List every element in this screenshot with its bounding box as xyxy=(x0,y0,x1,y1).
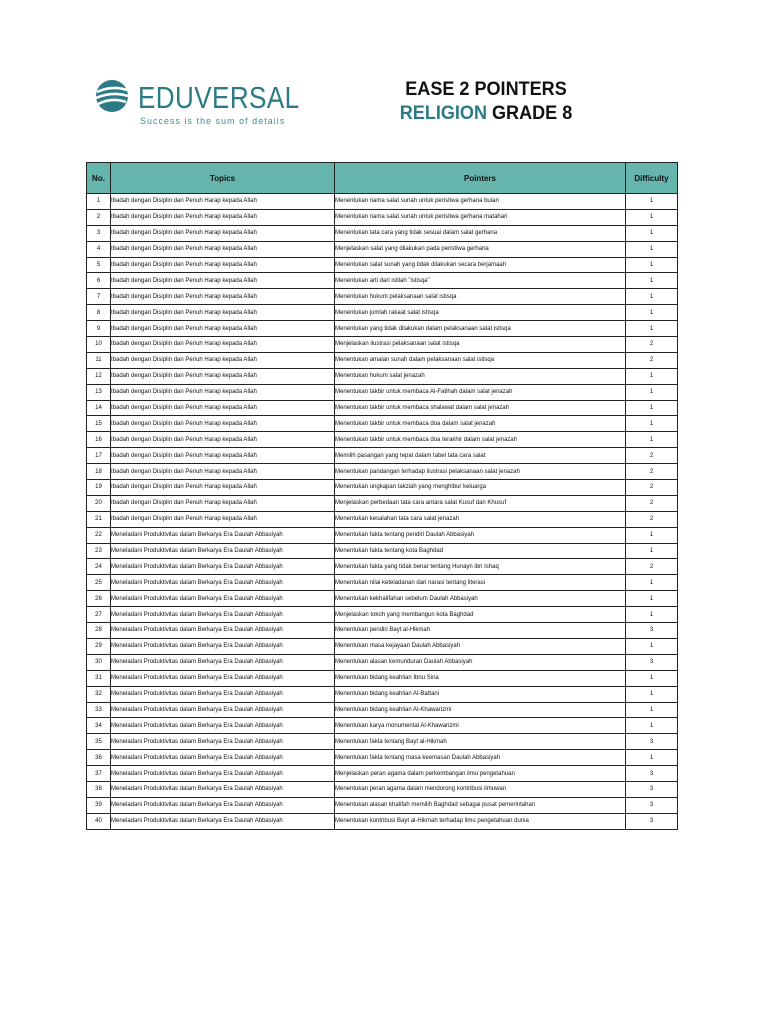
row-number: 23 xyxy=(87,543,111,559)
title-subject: RELIGION xyxy=(399,103,487,124)
row-number: 11 xyxy=(87,352,111,368)
row-difficulty: 1 xyxy=(626,209,678,225)
row-topic: Ibadah dengan Disiplin dan Penuh Harap kepada Allah xyxy=(111,289,335,305)
row-topic: Ibadah dengan Disiplin dan Penuh Harap kepada Allah xyxy=(111,464,335,480)
table-row xyxy=(87,305,678,321)
row-difficulty: 1 xyxy=(626,289,678,305)
table-row xyxy=(87,654,678,670)
document-title xyxy=(386,78,586,126)
row-number: 25 xyxy=(87,575,111,591)
row-number: 2 xyxy=(87,209,111,225)
row-difficulty: 2 xyxy=(626,464,678,480)
row-number: 34 xyxy=(87,718,111,734)
table-row xyxy=(87,559,678,575)
table-row xyxy=(87,623,678,639)
page-header xyxy=(0,0,768,150)
row-number: 6 xyxy=(87,273,111,289)
row-difficulty: 2 xyxy=(626,448,678,464)
row-pointer: Menentukan nama salat sunah untuk peristiwa gerhana bulan xyxy=(335,194,626,210)
row-number: 21 xyxy=(87,511,111,527)
pointers-table xyxy=(86,162,678,830)
row-topic: Ibadah dengan Disiplin dan Penuh Harap kepada Allah xyxy=(111,416,335,432)
row-pointer: Menentukan bidang keahlian Ibnu Sina xyxy=(335,670,626,686)
table-row xyxy=(87,432,678,448)
row-topic: Ibadah dengan Disiplin dan Penuh Harap kepada Allah xyxy=(111,273,335,289)
table-row xyxy=(87,797,678,813)
row-difficulty: 1 xyxy=(626,273,678,289)
row-difficulty: 3 xyxy=(626,654,678,670)
row-topic: Meneladani Produktivitas dalam Berkarya Era Daulah Abbasiyah xyxy=(111,591,335,607)
row-number: 9 xyxy=(87,321,111,337)
row-pointer: Menjelaskan salat yang dilakukan pada peristiwa gerhana xyxy=(335,241,626,257)
row-topic: Ibadah dengan Disiplin dan Penuh Harap kepada Allah xyxy=(111,194,335,210)
row-topic: Meneladani Produktivitas dalam Berkarya Era Daulah Abbasiyah xyxy=(111,670,335,686)
row-topic: Meneladani Produktivitas dalam Berkarya Era Daulah Abbasiyah xyxy=(111,543,335,559)
row-pointer: Menentukan alasan kemunduran Daulah Abbasiyah xyxy=(335,654,626,670)
title-line-1: EASE 2 POINTERS xyxy=(405,79,567,100)
table-row xyxy=(87,511,678,527)
row-topic: Ibadah dengan Disiplin dan Penuh Harap kepada Allah xyxy=(111,305,335,321)
row-difficulty: 1 xyxy=(626,432,678,448)
row-difficulty: 1 xyxy=(626,702,678,718)
table-header-row xyxy=(87,163,678,194)
row-pointer: Menentukan yang tidak dilakukan dalam pelaksanaan salat istisqa xyxy=(335,321,626,337)
row-topic: Meneladani Produktivitas dalam Berkarya Era Daulah Abbasiyah xyxy=(111,734,335,750)
row-pointer: Menentukan fakta tentang Bayt al-Hikmah xyxy=(335,734,626,750)
row-topic: Meneladani Produktivitas dalam Berkarya Era Daulah Abbasiyah xyxy=(111,654,335,670)
row-number: 29 xyxy=(87,638,111,654)
row-number: 1 xyxy=(87,194,111,210)
row-pointer: Menjelaskan perbedaan tata cara antara salat Kusuf dan Khusuf xyxy=(335,495,626,511)
title-grade: GRADE 8 xyxy=(492,103,573,124)
row-number: 27 xyxy=(87,607,111,623)
eduversal-logo xyxy=(92,76,300,128)
row-pointer: Menentukan hukum salat jenazah xyxy=(335,368,626,384)
row-pointer: Menentukan amalan sunah dalam pelaksanaan salat istisqa xyxy=(335,352,626,368)
row-pointer: Menentukan hukum pelaksanaan salat istisqa xyxy=(335,289,626,305)
table-row xyxy=(87,750,678,766)
table-row xyxy=(87,781,678,797)
row-topic: Ibadah dengan Disiplin dan Penuh Harap kepada Allah xyxy=(111,384,335,400)
row-topic: Ibadah dengan Disiplin dan Penuh Harap kepada Allah xyxy=(111,432,335,448)
row-difficulty: 2 xyxy=(626,511,678,527)
row-topic: Ibadah dengan Disiplin dan Penuh Harap kepada Allah xyxy=(111,448,335,464)
row-difficulty: 1 xyxy=(626,591,678,607)
row-topic: Meneladani Produktivitas dalam Berkarya Era Daulah Abbasiyah xyxy=(111,797,335,813)
table-row xyxy=(87,702,678,718)
row-difficulty: 2 xyxy=(626,337,678,353)
row-pointer: Menentukan fakta tentang masa keemasan Daulah Abbasiyah xyxy=(335,750,626,766)
row-topic: Meneladani Produktivitas dalam Berkarya Era Daulah Abbasiyah xyxy=(111,686,335,702)
table-row xyxy=(87,241,678,257)
row-number: 19 xyxy=(87,480,111,496)
row-topic: Ibadah dengan Disiplin dan Penuh Harap kepada Allah xyxy=(111,257,335,273)
table-row xyxy=(87,575,678,591)
row-topic: Ibadah dengan Disiplin dan Penuh Harap kepada Allah xyxy=(111,337,335,353)
row-difficulty: 1 xyxy=(626,321,678,337)
table-row xyxy=(87,448,678,464)
logo-wordmark: EDUVERSAL xyxy=(138,80,300,115)
row-number: 7 xyxy=(87,289,111,305)
row-number: 13 xyxy=(87,384,111,400)
row-pointer: Menentukan karya monumental Al-Khawarizmi xyxy=(335,718,626,734)
row-difficulty: 1 xyxy=(626,686,678,702)
row-pointer: Menentukan takbir untuk membaca doa dalam salat jenazah xyxy=(335,416,626,432)
row-difficulty: 1 xyxy=(626,241,678,257)
row-pointer: Menentukan nilai keteladanan dari narasi tentang literasi xyxy=(335,575,626,591)
row-pointer: Menentukan kesalahan tata cara salat jenazah xyxy=(335,511,626,527)
table-row xyxy=(87,527,678,543)
row-difficulty: 2 xyxy=(626,559,678,575)
table-row xyxy=(87,416,678,432)
row-number: 5 xyxy=(87,257,111,273)
row-difficulty: 1 xyxy=(626,194,678,210)
row-topic: Ibadah dengan Disiplin dan Penuh Harap kepada Allah xyxy=(111,321,335,337)
row-difficulty: 1 xyxy=(626,607,678,623)
table-row xyxy=(87,257,678,273)
row-number: 24 xyxy=(87,559,111,575)
row-difficulty: 3 xyxy=(626,781,678,797)
row-difficulty: 1 xyxy=(626,305,678,321)
column-header-difficulty: Difficulty xyxy=(626,163,678,194)
row-number: 14 xyxy=(87,400,111,416)
table-row xyxy=(87,670,678,686)
eduversal-swirl-icon xyxy=(92,76,132,116)
table-row xyxy=(87,543,678,559)
table-row xyxy=(87,337,678,353)
row-difficulty: 1 xyxy=(626,400,678,416)
row-pointer: Menentukan pandangan terhadap ilustrasi pelaksanaan salat jenazah xyxy=(335,464,626,480)
table-row xyxy=(87,686,678,702)
row-number: 3 xyxy=(87,225,111,241)
row-number: 18 xyxy=(87,464,111,480)
row-topic: Meneladani Produktivitas dalam Berkarya Era Daulah Abbasiyah xyxy=(111,766,335,782)
row-difficulty: 1 xyxy=(626,718,678,734)
row-topic: Meneladani Produktivitas dalam Berkarya Era Daulah Abbasiyah xyxy=(111,559,335,575)
table-row xyxy=(87,352,678,368)
row-topic: Ibadah dengan Disiplin dan Penuh Harap kepada Allah xyxy=(111,495,335,511)
row-pointer: Menentukan fakta tentang pendiri Daulah Abbasiyah xyxy=(335,527,626,543)
row-pointer: Menentukan fakta yang tidak benar tentang Hunayn ibn Ishaq xyxy=(335,559,626,575)
row-pointer: Menentukan peran agama dalam mendorong kontribusi ilmuwan xyxy=(335,781,626,797)
column-header-topics: Topics xyxy=(111,163,335,194)
row-number: 26 xyxy=(87,591,111,607)
row-topic: Meneladani Produktivitas dalam Berkarya Era Daulah Abbasiyah xyxy=(111,575,335,591)
row-difficulty: 1 xyxy=(626,416,678,432)
row-difficulty: 1 xyxy=(626,527,678,543)
table-row xyxy=(87,766,678,782)
row-difficulty: 3 xyxy=(626,623,678,639)
table-row xyxy=(87,464,678,480)
row-pointer: Menentukan fakta tentang kota Baghdad xyxy=(335,543,626,559)
table-row xyxy=(87,718,678,734)
row-topic: Ibadah dengan Disiplin dan Penuh Harap kepada Allah xyxy=(111,241,335,257)
row-pointer: Menentukan takbir untuk membaca doa terakhir dalam salat jenazah xyxy=(335,432,626,448)
row-difficulty: 3 xyxy=(626,813,678,829)
row-topic: Meneladani Produktivitas dalam Berkarya Era Daulah Abbasiyah xyxy=(111,718,335,734)
row-pointer: Menjelaskan ilustrasi pelaksanaan salat istisqa xyxy=(335,337,626,353)
row-topic: Meneladani Produktivitas dalam Berkarya Era Daulah Abbasiyah xyxy=(111,623,335,639)
row-pointer: Menentukan kontribusi Bayt al-Hikmah terhadap ilmu pengetahuan dunia xyxy=(335,813,626,829)
row-pointer: Menentukan masa kejayaan Daulah Abbasiyah xyxy=(335,638,626,654)
row-pointer: Menentukan alasan khalifah memilih Baghdad sebagai pusat pemerintahan xyxy=(335,797,626,813)
row-number: 31 xyxy=(87,670,111,686)
row-number: 32 xyxy=(87,686,111,702)
table-row xyxy=(87,273,678,289)
row-number: 38 xyxy=(87,781,111,797)
table-row xyxy=(87,734,678,750)
row-topic: Meneladani Produktivitas dalam Berkarya Era Daulah Abbasiyah xyxy=(111,702,335,718)
row-topic: Ibadah dengan Disiplin dan Penuh Harap kepada Allah xyxy=(111,480,335,496)
row-number: 8 xyxy=(87,305,111,321)
table-row xyxy=(87,638,678,654)
table-row xyxy=(87,607,678,623)
row-difficulty: 2 xyxy=(626,352,678,368)
row-topic: Ibadah dengan Disiplin dan Penuh Harap kepada Allah xyxy=(111,209,335,225)
row-difficulty: 1 xyxy=(626,257,678,273)
row-number: 37 xyxy=(87,766,111,782)
row-topic: Meneladani Produktivitas dalam Berkarya Era Daulah Abbasiyah xyxy=(111,781,335,797)
table-row xyxy=(87,194,678,210)
row-pointer: Menentukan bidang keahlian Al-Khawarizmi xyxy=(335,702,626,718)
row-difficulty: 1 xyxy=(626,670,678,686)
table-row xyxy=(87,225,678,241)
row-pointer: Menentukan pendiri Bayt al-Hikmah xyxy=(335,623,626,639)
table-row xyxy=(87,368,678,384)
row-topic: Meneladani Produktivitas dalam Berkarya Era Daulah Abbasiyah xyxy=(111,750,335,766)
row-pointer: Menentukan takbir untuk membaca Al-Fatihah dalam salat jenazah xyxy=(335,384,626,400)
row-pointer: Menentukan ungkapan takziah yang menghibur keluarga xyxy=(335,480,626,496)
table-row xyxy=(87,289,678,305)
row-difficulty: 2 xyxy=(626,480,678,496)
row-number: 4 xyxy=(87,241,111,257)
table-row xyxy=(87,495,678,511)
row-pointer: Menentukan nama salat sunah untuk peristiwa gerhana matahari xyxy=(335,209,626,225)
row-number: 39 xyxy=(87,797,111,813)
row-pointer: Menentukan tata cara yang tidak sesuai dalam salat gerhana xyxy=(335,225,626,241)
row-number: 16 xyxy=(87,432,111,448)
row-difficulty: 1 xyxy=(626,638,678,654)
row-number: 10 xyxy=(87,337,111,353)
row-number: 33 xyxy=(87,702,111,718)
row-pointer: Menentukan kekhalifahan sebelum Daulah Abbasiyah xyxy=(335,591,626,607)
table-body xyxy=(87,194,678,830)
row-topic: Ibadah dengan Disiplin dan Penuh Harap kepada Allah xyxy=(111,400,335,416)
row-difficulty: 1 xyxy=(626,384,678,400)
table-row xyxy=(87,591,678,607)
row-number: 22 xyxy=(87,527,111,543)
row-pointer: Memilih pasangan yang tepat dalam tabel tata cara salat xyxy=(335,448,626,464)
row-topic: Meneladani Produktivitas dalam Berkarya Era Daulah Abbasiyah xyxy=(111,813,335,829)
row-number: 17 xyxy=(87,448,111,464)
row-number: 30 xyxy=(87,654,111,670)
table-row xyxy=(87,321,678,337)
row-number: 35 xyxy=(87,734,111,750)
row-topic: Ibadah dengan Disiplin dan Penuh Harap kepada Allah xyxy=(111,225,335,241)
table-row xyxy=(87,209,678,225)
row-difficulty: 2 xyxy=(626,495,678,511)
row-topic: Ibadah dengan Disiplin dan Penuh Harap kepada Allah xyxy=(111,511,335,527)
row-difficulty: 3 xyxy=(626,766,678,782)
column-header-pointers: Pointers xyxy=(335,163,626,194)
column-header-no: No. xyxy=(87,163,111,194)
row-difficulty: 3 xyxy=(626,797,678,813)
row-difficulty: 3 xyxy=(626,734,678,750)
row-difficulty: 1 xyxy=(626,543,678,559)
title-line-2 xyxy=(391,101,581,126)
table-row xyxy=(87,813,678,829)
row-pointer: Menentukan takbir untuk membaca shalawat dalam salat jenazah xyxy=(335,400,626,416)
row-number: 40 xyxy=(87,813,111,829)
row-topic: Ibadah dengan Disiplin dan Penuh Harap kepada Allah xyxy=(111,368,335,384)
row-number: 36 xyxy=(87,750,111,766)
row-difficulty: 1 xyxy=(626,575,678,591)
row-pointer: Menentukan salat sunah yang tidak dilakukan secara berjamaah xyxy=(335,257,626,273)
row-topic: Meneladani Produktivitas dalam Berkarya Era Daulah Abbasiyah xyxy=(111,638,335,654)
row-difficulty: 1 xyxy=(626,225,678,241)
row-topic: Meneladani Produktivitas dalam Berkarya Era Daulah Abbasiyah xyxy=(111,527,335,543)
row-number: 12 xyxy=(87,368,111,384)
row-difficulty: 1 xyxy=(626,750,678,766)
row-topic: Ibadah dengan Disiplin dan Penuh Harap kepada Allah xyxy=(111,352,335,368)
row-number: 28 xyxy=(87,623,111,639)
table-row xyxy=(87,384,678,400)
table-row xyxy=(87,400,678,416)
logo-tagline: Success is the sum of details xyxy=(140,116,286,126)
row-pointer: Menentukan arti dari istilah "istisqa" xyxy=(335,273,626,289)
row-pointer: Menentukan bidang keahlian Al-Battani xyxy=(335,686,626,702)
row-pointer: Menjelaskan peran agama dalam perkembangan ilmu pengetahuan xyxy=(335,766,626,782)
row-number: 15 xyxy=(87,416,111,432)
row-difficulty: 1 xyxy=(626,368,678,384)
row-number: 20 xyxy=(87,495,111,511)
row-pointer: Menjelaskan tokoh yang membangun kota Baghdad xyxy=(335,607,626,623)
row-topic: Meneladani Produktivitas dalam Berkarya Era Daulah Abbasiyah xyxy=(111,607,335,623)
table-row xyxy=(87,480,678,496)
row-pointer: Menentukan jumlah rakaat salat istisqa xyxy=(335,305,626,321)
